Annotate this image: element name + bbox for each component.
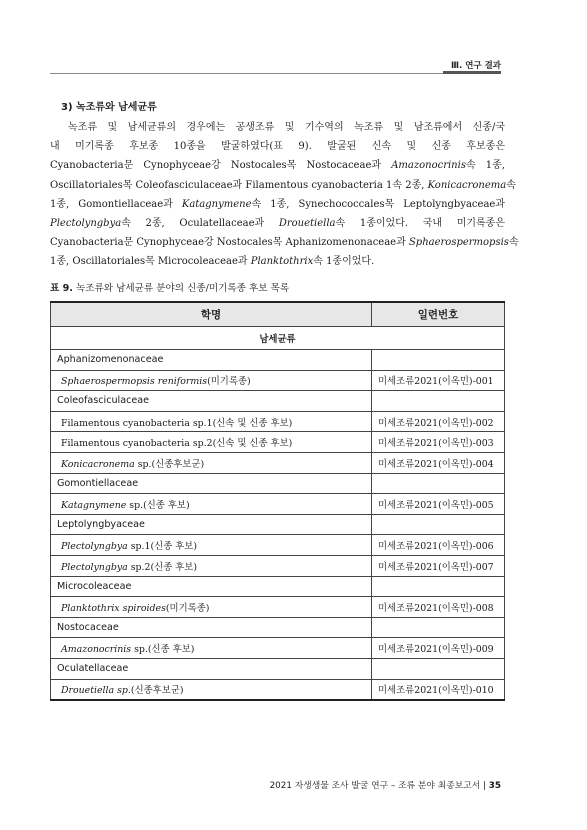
serial-number: 미세조류2021(이옥민)-010 (372, 679, 505, 700)
chapter-header: Ⅲ. 연구 결과 (450, 61, 501, 71)
text-run: 녹조류 및 남세균류의 경우에는 공생조류 및 기수역의 녹조류 및 남조류에서 신종/국 (68, 122, 505, 133)
scientific-name: Planktothrix spiroides (61, 602, 166, 614)
species-name-cell (51, 432, 372, 453)
empty-code-cell (372, 514, 505, 535)
species-row (51, 494, 505, 515)
section-title: 3) 녹조류와 남세균류 (61, 102, 157, 113)
footer-text: 2021 자생생물 조사 발굴 연구 – 조류 분야 최종보고서 | (269, 781, 489, 791)
genus-name: Planktothrix (250, 256, 314, 268)
text-run: 속 1종이었다. 국내 미기록종은 (335, 217, 506, 229)
family-row (51, 473, 505, 494)
species-name-cell (51, 452, 372, 473)
header-rule-accent (443, 71, 501, 74)
text-run: 내 미기록종 후보종 10종을 발굴하였다(표 9). 발굴된 신속 및 신종 후보종은 (50, 141, 505, 153)
species-name-cell (51, 555, 372, 576)
family-name: Oculatellaceae (51, 658, 372, 679)
status-note: (신종후보군) (130, 685, 184, 697)
page-footer (270, 778, 501, 791)
species-name-cell (51, 370, 372, 391)
species-epithet: Filamentous cyanobacteria sp.1 (61, 417, 213, 429)
species-row (51, 597, 505, 618)
paragraph-line (50, 252, 505, 271)
empty-code-cell (372, 350, 505, 371)
family-name: Leptolyngbyaceae (51, 514, 372, 535)
status-note: (미기록종) (207, 376, 251, 388)
serial-number: 미세조류2021(이옥민)-001 (372, 370, 505, 391)
status-note: (미기록종) (165, 602, 210, 614)
species-name-cell (51, 597, 372, 618)
serial-number: 미세조류2021(이옥민)-004 (372, 452, 505, 473)
species-name-cell (51, 494, 372, 515)
species-epithet: sp.2 (127, 561, 151, 573)
family-name: Nostocaceae (51, 617, 372, 638)
text-run: Cyanobacteria문 Cynophyceae강 Nostocales목 Aphanizomenonaceae과 (50, 237, 409, 249)
serial-number: 미세조류2021(이옥민)-006 (372, 535, 505, 556)
family-name: Aphanizomenonaceae (51, 350, 372, 371)
paragraph-line (50, 214, 505, 233)
scientific-name: Sphaerospermopsis reniformis (61, 376, 208, 388)
column-header-name: 학명 (51, 302, 372, 327)
species-epithet: Filamentous cyanobacteria sp.2 (61, 438, 213, 450)
text-run: Cyanobacteria문 Cynophyceae강 Nostocales목 Nostocaceae과 (50, 160, 392, 172)
header-rule (50, 73, 501, 74)
species-row (51, 535, 505, 556)
species-epithet: sp. (134, 458, 152, 470)
species-row (51, 370, 505, 391)
genus-name: Drouetiella (278, 217, 336, 229)
paragraph-line (50, 118, 505, 137)
scientific-name: Plectolyngbya (61, 561, 128, 573)
text-run: 속 2종, Oculatellaceae과 (121, 217, 279, 229)
genus-name: Katagnymene (181, 198, 252, 210)
status-note: (신종 후보) (143, 499, 190, 511)
text-run: Oscillatoriales목 Coleofasciculaceae과 Filamentous cyanobacteria 1속 2종, (50, 179, 428, 191)
text-run: 1종, Oscillatoriales목 Microcoleaceae과 (50, 256, 251, 268)
genus-name: Amazonocrinis (391, 160, 466, 172)
serial-number: 미세조류2021(이옥민)-009 (372, 638, 505, 659)
empty-code-cell (372, 391, 505, 412)
empty-code-cell (372, 576, 505, 597)
species-row (51, 555, 505, 576)
status-note: (신종후보군) (151, 458, 205, 470)
table-caption-label: 표 9. (50, 283, 73, 294)
paragraph-line (50, 156, 505, 175)
status-note: (신종 후보) (150, 561, 198, 573)
text-run: 1종, Gomontiellaceae과 (50, 198, 182, 210)
family-name: Coleofasciculaceae (51, 391, 372, 412)
text-run: 속 (506, 179, 516, 191)
family-row (51, 350, 505, 371)
species-name-cell (51, 411, 372, 432)
species-row (51, 432, 505, 453)
body-paragraph (50, 118, 519, 272)
species-name-cell (51, 535, 372, 556)
scientific-name: Drouetiella sp. (61, 685, 131, 697)
family-name: Gomontiellaceae (51, 473, 372, 494)
empty-code-cell (372, 473, 505, 494)
species-row (51, 679, 505, 700)
species-name-cell (51, 679, 372, 700)
genus-name: Sphaerospermopsis (408, 237, 509, 249)
empty-code-cell (372, 658, 505, 679)
scientific-name: Amazonocrinis (61, 644, 132, 656)
species-table (50, 301, 505, 701)
serial-number: 미세조류2021(이옥민)-005 (372, 494, 505, 515)
text-run: 속 (508, 237, 519, 249)
empty-code-cell (372, 617, 505, 638)
page-number: 35 (488, 781, 501, 791)
status-note: (신속 및 신종 후보) (212, 417, 293, 429)
column-header-code: 일련번호 (372, 302, 505, 327)
genus-name: Plectolyngbya (50, 217, 122, 229)
paragraph-line (50, 233, 519, 252)
group-header: 남세균류 (51, 327, 505, 350)
scientific-name: Plectolyngbya (61, 541, 128, 553)
species-epithet: sp.1 (127, 541, 151, 553)
scientific-name: Katagnymene (61, 499, 127, 511)
scientific-name: Konicacronema (61, 458, 135, 470)
paragraph-line (50, 137, 505, 156)
status-note: (신속 및 신종 후보) (212, 438, 293, 450)
paragraph-line (50, 176, 516, 195)
genus-name: Konicacronema (427, 179, 507, 191)
serial-number: 미세조류2021(이옥민)-008 (372, 597, 505, 618)
species-epithet: sp. (126, 499, 144, 511)
status-note: (신종 후보) (150, 541, 198, 553)
species-row (51, 411, 505, 432)
paragraph-line (50, 195, 505, 214)
serial-number: 미세조류2021(이옥민)-002 (372, 411, 505, 432)
species-row (51, 452, 505, 473)
family-row (51, 658, 505, 679)
species-row (51, 638, 505, 659)
text-run: 속 1종, (465, 160, 505, 172)
species-epithet: sp. (131, 644, 148, 656)
text-run: 속 1종이었다. (313, 256, 375, 268)
table-caption (50, 280, 289, 294)
serial-number: 미세조류2021(이옥민)-003 (372, 432, 505, 453)
table-caption-text: 녹조류와 남세균류 분야의 신종/미기록종 후보 목록 (72, 283, 290, 294)
family-row (51, 391, 505, 412)
species-name-cell (51, 638, 372, 659)
serial-number: 미세조류2021(이옥민)-007 (372, 555, 505, 576)
family-name: Microcoleaceae (51, 576, 372, 597)
status-note: (신종 후보) (147, 644, 195, 656)
family-row (51, 514, 505, 535)
family-row (51, 576, 505, 597)
text-run: 속 1종, Synechococcales목 Leptolyngbyaceae과 (251, 198, 505, 210)
family-row (51, 617, 505, 638)
